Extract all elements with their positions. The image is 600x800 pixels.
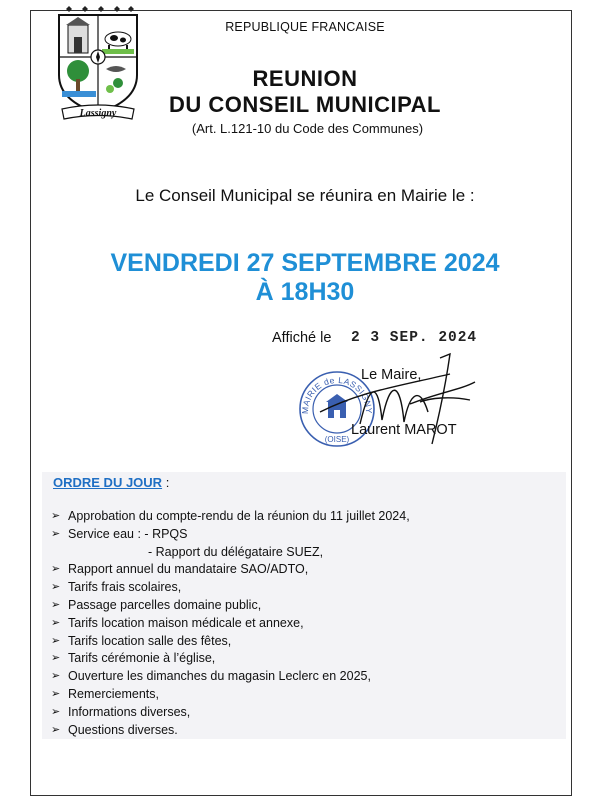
agenda-box xyxy=(42,472,566,739)
agenda-item-text: Service eau : - RPQS xyxy=(68,526,188,541)
arrow-bullet-icon: ➢ xyxy=(51,705,61,718)
agenda-item-text: Tarifs cérémonie à l’église, xyxy=(68,651,216,666)
arrow-bullet-icon: ➢ xyxy=(51,616,61,629)
meeting-date: VENDREDI 27 SEPTEMBRE 2024 xyxy=(110,249,500,277)
seal-bottom-text: (OISE) xyxy=(324,435,350,444)
agenda-item xyxy=(48,686,410,704)
agenda-item xyxy=(48,615,410,633)
agenda-list xyxy=(48,508,410,739)
agenda-item xyxy=(48,597,410,615)
agenda-item-text: Remerciements, xyxy=(68,686,159,701)
agenda-item xyxy=(48,508,410,526)
arrow-bullet-icon: ➢ xyxy=(51,510,61,522)
agenda-item-text: - Rapport du délégataire SUEZ, xyxy=(148,544,324,559)
agenda-heading-label: ORDRE DU JOUR xyxy=(53,475,163,490)
agenda-item xyxy=(48,544,410,562)
republic-header: REPUBLIQUE FRANCAISE xyxy=(225,20,385,34)
mayor-title: Le Maire, xyxy=(361,367,422,383)
posting-stamp-date: 2 3 SEP. 2024 xyxy=(351,330,478,346)
agenda-item xyxy=(48,561,410,579)
agenda-heading xyxy=(53,475,169,490)
page-title-line2: DU CONSEIL MUNICIPAL xyxy=(169,92,441,117)
agenda-item-text: Tarifs location maison médicale et annexe, xyxy=(68,615,304,630)
arrow-bullet-icon: ➢ xyxy=(51,581,61,594)
page-title-line1: REUNION xyxy=(252,66,358,91)
mayor-name: Laurent MAROT xyxy=(351,422,457,438)
agenda-item-text: Tarifs location salle des fêtes, xyxy=(68,633,232,648)
crest-banner: Lassigny xyxy=(79,108,117,119)
arrow-bullet-icon: ➢ xyxy=(51,598,61,611)
arrow-bullet-icon: ➢ xyxy=(51,723,61,736)
agenda-item-text: Passage parcelles domaine public, xyxy=(68,597,262,612)
intro-text: Le Conseil Municipal se réunira en Mairie le : xyxy=(135,186,475,205)
agenda-item xyxy=(48,722,410,740)
agenda-item-text: Questions diverses. xyxy=(68,722,178,737)
agenda-item-text: Informations diverses, xyxy=(68,704,191,719)
arrow-bullet-icon: ➢ xyxy=(51,670,61,683)
agenda-item-text: Approbation du compte-rendu de la réunion du 11 juillet 2024, xyxy=(68,509,410,523)
agenda-item xyxy=(48,579,410,597)
arrow-bullet-icon: ➢ xyxy=(51,634,61,647)
agenda-item xyxy=(48,668,410,686)
agenda-item xyxy=(48,633,410,651)
agenda-item-text: Ouverture les dimanches du magasin Leclerc en 2025, xyxy=(68,669,371,684)
agenda-heading-suffix: : xyxy=(162,475,170,490)
agenda-item xyxy=(48,650,410,668)
arrow-bullet-icon: ➢ xyxy=(51,563,61,576)
agenda-item xyxy=(48,704,410,722)
legal-reference: (Art. L.121-10 du Code des Communes) xyxy=(191,121,424,136)
agenda-item xyxy=(48,526,410,544)
arrow-bullet-icon: ➢ xyxy=(51,687,61,700)
arrow-bullet-icon: ➢ xyxy=(51,527,61,540)
seal-top-text: MAIRIE de LASSIGNY xyxy=(299,374,375,415)
agenda-item-text: Rapport annuel du mandataire SAO/ADTO, xyxy=(68,562,309,577)
arrow-bullet-icon: ➢ xyxy=(51,652,61,665)
posting-label: Affiché le xyxy=(272,330,332,346)
meeting-time: À 18H30 xyxy=(255,278,355,306)
agenda-item-text: Tarifs frais scolaires, xyxy=(68,580,182,595)
